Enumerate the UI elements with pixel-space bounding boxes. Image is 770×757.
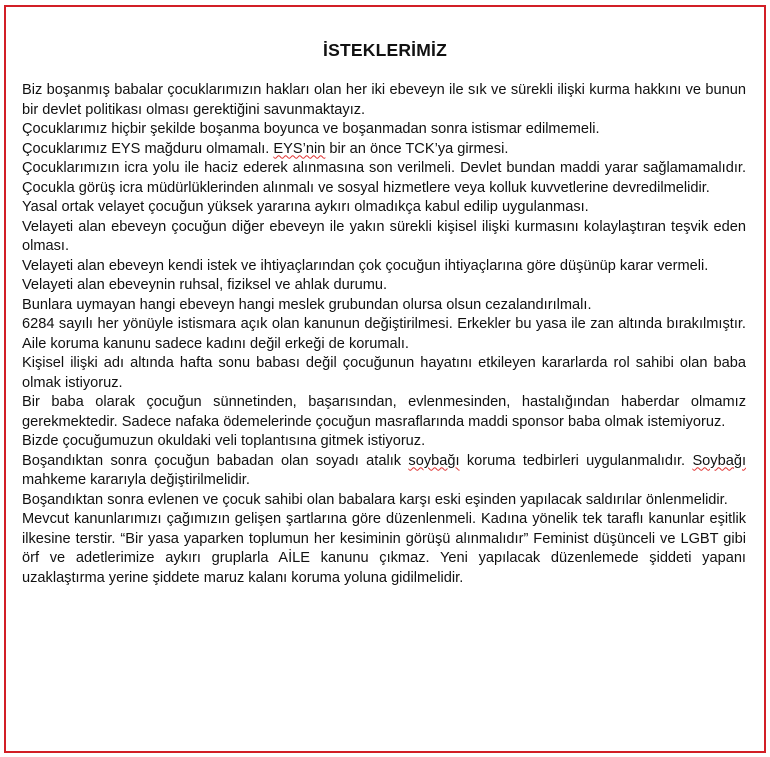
- paragraph-text: Bunlara uymayan hangi ebeveyn hangi meslek grubundan olursa olsun cezalandırılmalı.: [22, 296, 592, 313]
- paragraph-14: [22, 452, 746, 491]
- paragraph-12: [22, 393, 746, 432]
- paragraph-text: Mevcut kanunlarımızı çağımızın gelişen şartlarına göre düzenlenmeli. Kadına yönelik tek taraflı kanunlar eşitlik ilkesine terstir. “Bir yasa yaparken toplumun her kesiminin görüşü alınmalıdır” Feminist düşünceli ve LGBT gibi örf ve adetlerimize aykırı gruplarla AİLE kanunu çıkmaz. Yeni yapılacak düzenlemede şiddeti yapanı uzaklaştırma yerine şiddete maruz kalanı koruma yoluna gidilmelidir.: [22, 511, 746, 586]
- document-frame: [4, 5, 766, 753]
- paragraph-3: [22, 140, 746, 160]
- paragraph-text: Biz boşanmış babalar çocuklarımızın hakları olan her iki ebeveyn ile sık ve sürekli ilişki kurma hakkını ve bunun bir devlet politikası olması gerektiğini savunmaktayız.: [22, 82, 746, 118]
- paragraph-10: [22, 315, 746, 354]
- spellcheck-flagged-word: EYS’nin: [273, 140, 326, 157]
- paragraph-text: mahkeme kararıyla değiştirilmelidir.: [22, 472, 250, 488]
- paragraph-6: [22, 218, 746, 257]
- paragraph-16: [22, 510, 746, 588]
- paragraph-text: Boşandıktan sonra çocuğun babadan olan soyadı atalık: [22, 452, 409, 469]
- paragraph-5: [22, 198, 746, 218]
- paragraph-text: Velayeti alan ebeveynin ruhsal, fiziksel ve ahlak durumu.: [22, 277, 388, 293]
- paragraph-text: koruma tedbirleri uygulanmalıdır.: [459, 452, 693, 469]
- spellcheck-flagged-word: Soybağı: [692, 452, 747, 469]
- paragraph-text: Bizde çocuğumuzun okuldaki veli toplantısına gitmek istiyoruz.: [22, 433, 426, 449]
- paragraph-text: Velayeti alan ebeveyn çocuğun diğer ebeveyn ile yakın sürekli kişisel ilişki kurmasını kolaylaştıran teşvik eden olması.: [22, 218, 746, 254]
- paragraph-text: Kişisel ilişki adı altında hafta sonu babası değil çocuğunun hayatını etkileyen kararlarda rol sahibi olan baba olmak istiyoruz.: [22, 355, 746, 391]
- paragraph-4: [22, 159, 746, 198]
- paragraph-text: bir an önce TCK’ya girmesi.: [325, 140, 509, 157]
- paragraph-text: Çocuklarımızın icra yolu ile haciz ederek alınmasına son verilmeli. Devlet bundan maddi yarar sağlamamalıdır. Çocukla görüş icra müdürlüklerinden alınmalı ve sosyal hizmetlere veya kolluk kuvvetlerine devredilmelidir.: [22, 160, 746, 196]
- paragraph-11: [22, 354, 746, 393]
- paragraph-text: Çocuklarımız hiçbir şekilde boşanma boyunca ve boşanmadan sonra istismar edilmemeli.: [22, 121, 600, 137]
- paragraph-15: [22, 491, 746, 511]
- document-title: İSTEKLERİMİZ: [323, 40, 447, 60]
- paragraph-9: [22, 296, 746, 316]
- paragraph-text: Bir baba olarak çocuğun sünnetinden, başarısından, evlenmesinden, hastalığından haberdar olmamız gerekmektedir. Sadece nafaka ödemelerinde çocuğun masraflarında maddi sponsor baba olmak istemiyoruz.: [22, 394, 746, 430]
- paragraph-2: [22, 120, 746, 140]
- paragraph-8: [22, 276, 746, 296]
- paragraph-text: 6284 sayılı her yönüyle istismara açık olan kanunun değiştirilmesi. Erkekler bu yasa ile zan altında bırakılmıştır. Aile koruma kanunu sadece kadını değil erkeği de korumalı.: [22, 316, 746, 352]
- spellcheck-flagged-word: soybağı: [408, 452, 460, 469]
- paragraph-7: [22, 257, 746, 277]
- paragraph-text: Yasal ortak velayet çocuğun yüksek yararına aykırı olmadıkça kabul edilip uygulanması.: [22, 199, 589, 215]
- paragraph-text: Velayeti alan ebeveyn kendi istek ve ihtiyaçlarından çok çocuğun ihtiyaçlarına göre düşünüp karar vermeli.: [22, 257, 709, 274]
- document-body: [22, 81, 746, 588]
- paragraph-text: Çocuklarımız EYS mağduru olmamalı.: [22, 140, 274, 157]
- paragraph-1: [22, 81, 746, 120]
- paragraph-text: Boşandıktan sonra evlenen ve çocuk sahibi olan babalara karşı eski eşinden yapılacak saldırılar önlenmelidir.: [22, 491, 728, 508]
- paragraph-13: [22, 432, 746, 452]
